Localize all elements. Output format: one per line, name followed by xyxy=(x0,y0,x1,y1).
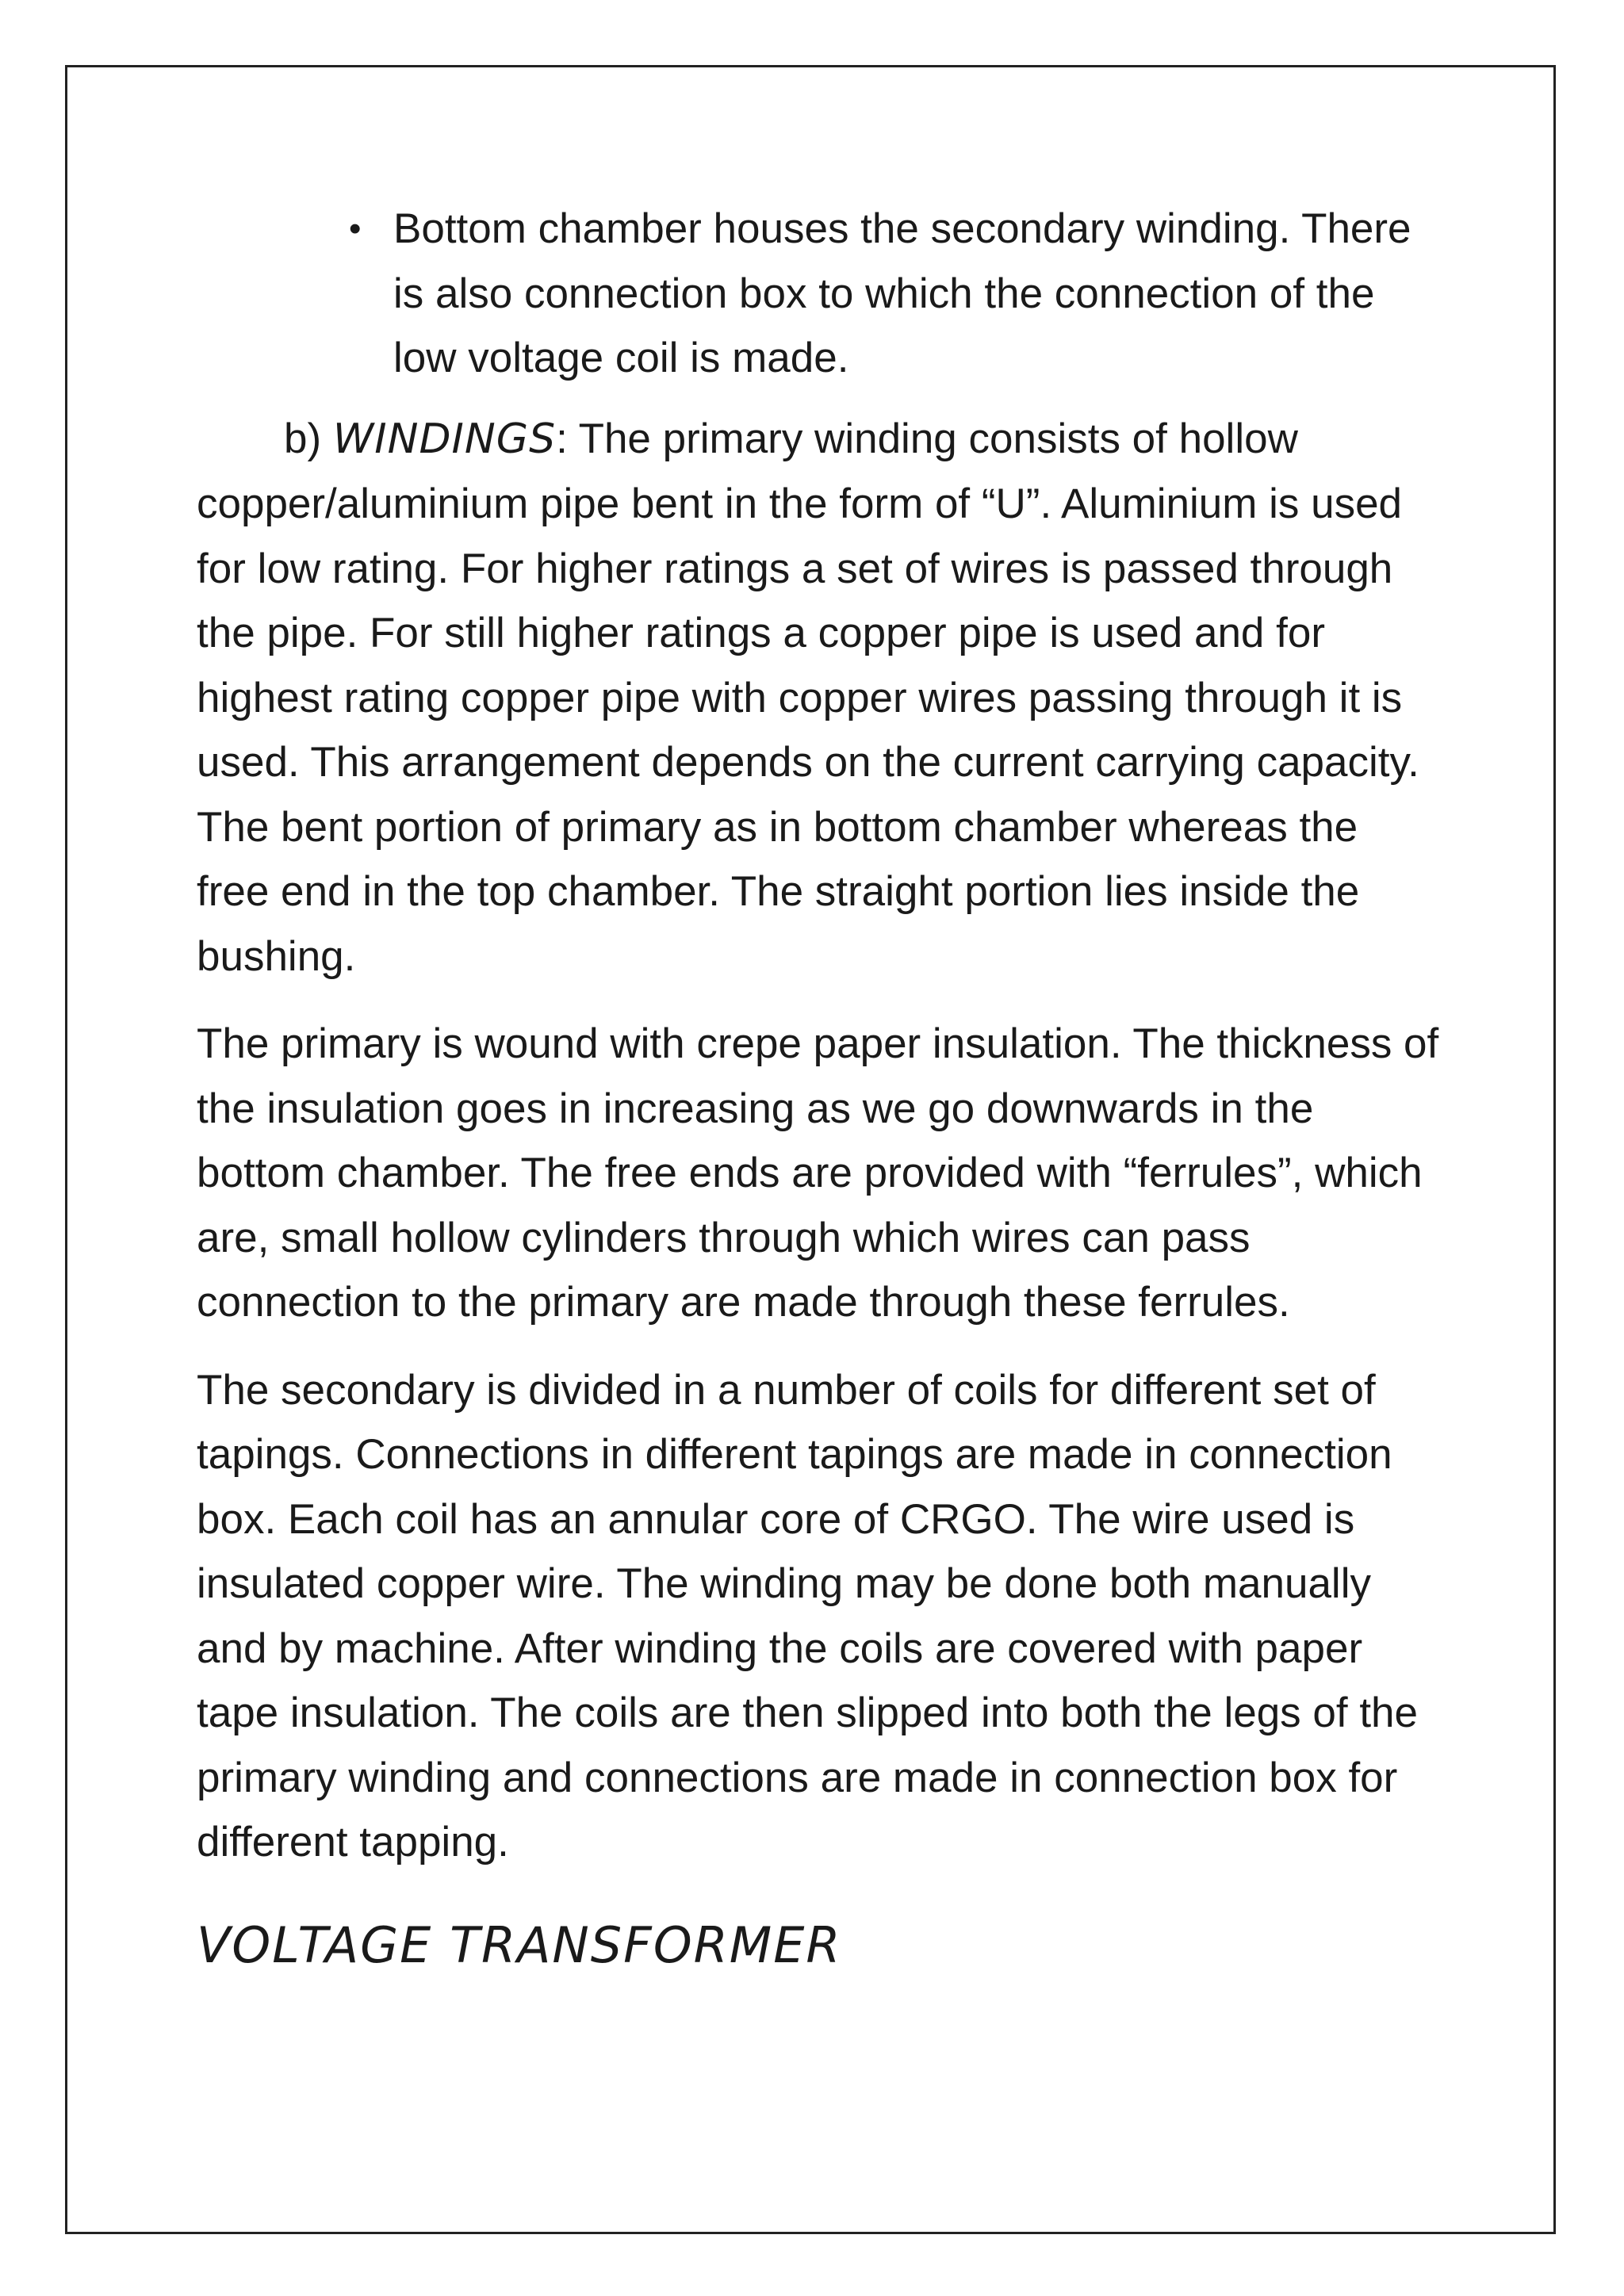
primary-insulation-paragraph: The primary is wound with crepe paper insulation. The thickness of the insulation goes in increasing as we go downwards in the bottom chamber. The free ends are provided with “ferrules”, which are, small hollow cylinders through which wires can pass connection to the primary are made through these ferrules. xyxy=(197,1020,1439,1326)
windings-prefix: b) xyxy=(284,415,333,462)
document-body xyxy=(197,197,1442,1981)
secondary-coils-paragraph: The secondary is divided in a number of coils for different set of tapings. Connections in different tapings are made in connection box. Each coil has an annular core of CRGO. The wire used is insulated copper wire. The winding may be done both manually and by machine. After winding the coils are covered with paper tape insulation. The coils are then slipped into both the legs of the primary winding and connections are made in connection box for different tapping. xyxy=(197,1366,1419,1866)
windings-heading: WINDINGS xyxy=(332,415,557,463)
bullet-item xyxy=(349,197,1432,391)
bullet-text: Bottom chamber houses the secondary winding. There is also connection box to which the connection of the low voltage coil is made. xyxy=(393,205,1411,381)
section-heading: VOLTAGE TRANSFORMER xyxy=(197,1915,842,1974)
windings-text: : The primary winding consists of hollow copper/aluminium pipe bent in the form of “U”. Aluminium is used for low rating. For higher ratings a set of wires is passed through the pipe. For still higher ratings a copper pipe is used and for highest rating copper pipe with copper wires passing through it is used. This arrangement depends on the current carrying capacity. The bent portion of primary as in bottom chamber whereas the free end in the top chamber. The straight portion lies inside the bushing. xyxy=(197,415,1419,980)
windings-paragraph xyxy=(197,407,1442,989)
bullet-symbol: • xyxy=(349,209,362,248)
